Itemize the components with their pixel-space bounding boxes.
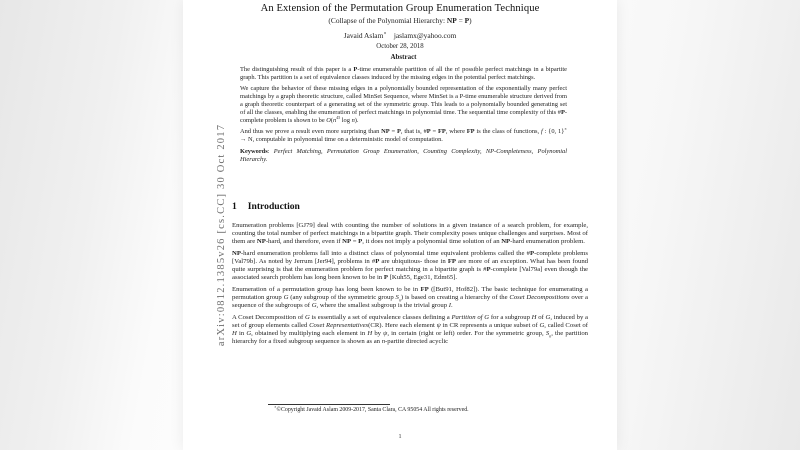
abstract-paragraph: The distinguishing result of this paper is a P-time enumerable partition of all the n! possible perfect matchings in a bipartite graph. This partition is a set of equivalence classes induced by the missing edges in the potential perfect matchings. bbox=[240, 66, 567, 81]
keywords-line: Keywords: Perfect Matching, Permutation Group Enumeration, Counting Complexity, NP-Completeness, Polynomial Hierarchy. bbox=[240, 147, 568, 163]
paper-page bbox=[183, 0, 617, 450]
author-line: Javaid Aslam∗ jaslamx@yahoo.com bbox=[343, 30, 457, 40]
paper-title: An Extension of the Permutation Group Enumeration Technique bbox=[260, 3, 540, 14]
abstract-paragraph: We capture the behavior of these missing edges in a polynomially bounded representation of the exponentially many perfect matchings by a graph theoretic structure, called MinSet Sequence, where MinSet is a P-time enumerable structure derived from a graph theoretic counterpart of a generating set of the symmetric group. This leads to a polynomially bounded generating set of all the classes, enabling the enumeration of perfect matchings in polynomial time. The sequential time complexity of this #P-complete problem is shown to be $O(n^{45}$ log n). bbox=[240, 85, 567, 124]
section-heading bbox=[232, 201, 300, 212]
body-paragraph: NP-hard enumeration problems fall into a distinct class of polynomial time equivalent problems called the #P-complete problems [Val79b]. As noted by Jerrum [Jer94], problems in #P are ubiquitous- those in FP are more of an exception. What has been found quite surprising is that the enumeration problem for perfect matching in a bipartite graph is #P-complete [Val79a] even though the associated search problem has long been known to be in P [Kuh55, Ege31, Edm65]. bbox=[232, 250, 589, 281]
abstract-heading: Abstract bbox=[390, 53, 417, 61]
page-number: 1 bbox=[398, 433, 402, 440]
body-paragraph: Enumeration of a permutation group has long been known to be in FP ([But91, Hof82]). The basic technique for enumerating a permutation group G (any subgroup of the symmetric group $S_n$) is based on creating a hierarchy of the Coset Decompositions over a sequence of the subgroups of G, where the smallest subgroup is the trivial group I. bbox=[232, 286, 589, 309]
section-number: 1 bbox=[232, 201, 237, 212]
body-paragraph: Enumeration problems [GJ79] deal with counting the number of solutions in a given instance of a search problem, for example, counting the total number of perfect matchings in a bipartite graph. Their complexity poses unique challenges and surprises. Most of them are NP-hard, and therefore, even if NP = P, it does not imply a polynomial time solution of an NP-hard enumeration problem. bbox=[232, 222, 588, 245]
arxiv-stamp: arXiv:0812.1385v26 [cs.CC] 30 Oct 2017 bbox=[216, 123, 227, 347]
date-line: October 28, 2018 bbox=[376, 43, 424, 50]
paper-subtitle: (Collapse of the Polynomial Hierarchy: NP = P) bbox=[328, 16, 472, 25]
abstract-paragraph: And thus we prove a result even more surprising than NP = P, that is, #P = FP, where FP is the class of functions, f : {0, 1}∗ → N, computable in polynomial time on a deterministic model of computation. bbox=[240, 126, 567, 144]
footnote-divider bbox=[268, 404, 390, 405]
introduction-body bbox=[232, 222, 588, 350]
paper-header bbox=[183, 3, 617, 50]
section-title: Introduction bbox=[247, 201, 300, 212]
abstract-section bbox=[240, 53, 567, 163]
body-paragraph: A Coset Decomposition of G is essentially a set of equivalence classes defining a Partition of G for a subgroup H of G, induced by a set of group elements called Coset Representatives(CR). Here each element ψ in CR represents a unique subset of G, called Coset of H in G, obtained by multiplying each element in H by ψ, in certain (right or left) order. For the symmetric group, $S_n$, the partition hierarchy for a fixed subgroup sequence is shown as an n-partite directed acyclic bbox=[232, 314, 589, 345]
footnote-text: ∗©Copyright Javaid Aslam 2009-2017, Santa Clara, CA 95054 All rights reserved. bbox=[274, 405, 469, 413]
